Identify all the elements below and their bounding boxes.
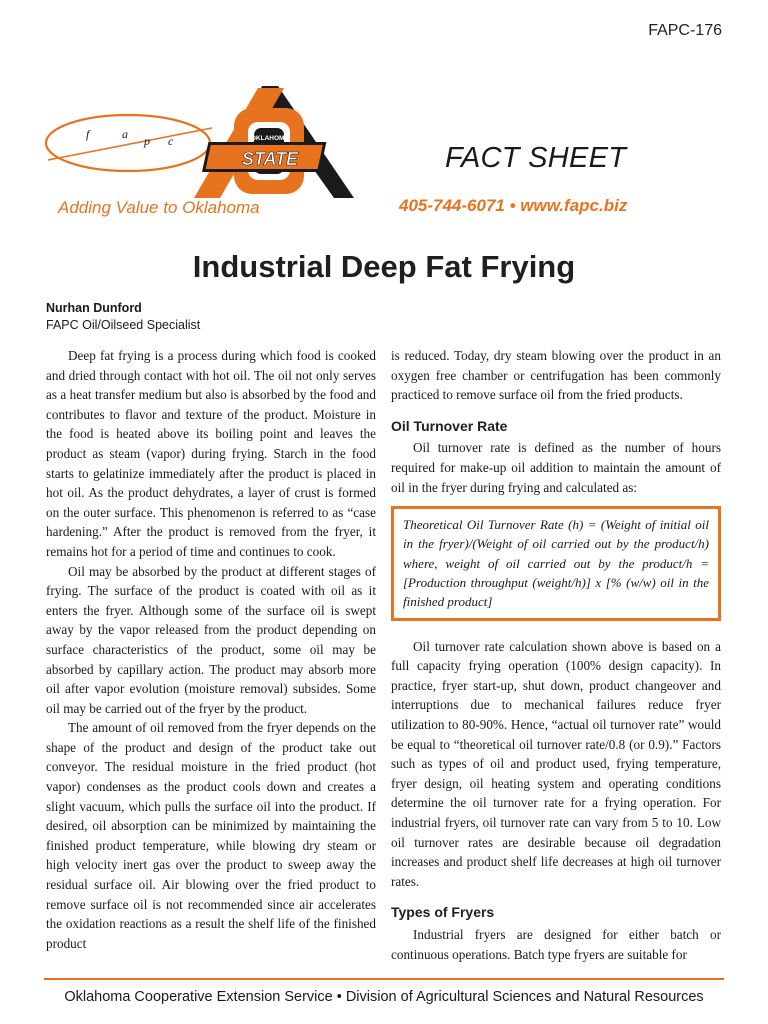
osu-state-text: STATE [241,149,299,169]
author-role: FAPC Oil/Oilseed Specialist [46,318,201,332]
author-name: Nurhan Dunford [46,301,142,315]
right-column [391,346,721,964]
paragraph: is reduced. Today, dry steam blowing over the product in an oxygen free chamber or centrifugation has been commonly practiced to remove surface oil from the fried products. [391,348,721,403]
osu-oklahoma-text: OKLAHOMA [250,135,290,142]
tagline: Adding Value to Oklahoma [58,198,260,217]
paragraph: Oil turnover rate calculation shown above is based on a full capacity frying operation (100% design capacity). In practice, fryer start-up, shut down, product changeover and interruptions due to mechanical failures reduce fryer utilization to 80-90%. Hence, “actual oil turnover rate” would be equal to “theoretical oil turnover rate/0.8 (or 0.9).” Factors such as types of oil and product used, frying temperature, fryer design, oil heating system and operating conditions determine the oil turnover rate for a frying operation. For industrial fryers, oil turnover rate can vary from 5 to 10. Low oil turnover rates are desirable because oil degradation increases and product shelf life decreases at high oil turnover rates. [391,638,721,889]
footer-text: Oklahoma Cooperative Extension Service • Division of Agricultural Sciences and Natural Resources [64,989,704,1005]
fapc-logo [46,115,212,171]
fapc-osu-logo [44,78,354,198]
paragraph: The amount of oil removed from the fryer depends on the shape of the product and design of the product take out conveyor. The residual moisture in the fried product (hot vapor) condenses as the product cools down and creates a slight vacuum, which pulls the surface oil into the product. If desired, oil absorption can be minimized by maintaining the finished product temperature, while blowing dry steam or high velocity inert gas over the product to sweep away the residual surface oil. Air blowing over the fried product to remove surface oil is not recommended since air accelerates the oxidation reactions as a result the shelf life of the finished product [46,720,376,951]
section-heading-types-of-fryers: Types of Fryers [391,904,495,921]
contact-info: 405-744-6071 • www.fapc.biz [399,196,628,215]
page-title: Industrial Deep Fat Frying [192,249,576,284]
footer-divider [44,978,724,980]
fapc-letter-f: f [86,127,90,141]
fapc-letter-a: a [122,127,128,141]
fapc-letter-c: c [168,134,174,148]
osu-logo [194,88,326,198]
left-column [46,346,376,953]
fact-sheet-title: FACT SHEET [445,142,627,174]
fapc-letter-p: p [144,134,150,148]
formula-box: Theoretical Oil Turnover Rate (h) = (Weight of initial oil in the fryer)/(Weight of oil carried out by the product/h) where, weight of oil carried out by the product/h = [Production throughput (weight/h)] x [% (w/w) oil in the finished product] [391,506,721,620]
paragraph: Oil turnover rate is defined as the number of hours required for make-up oil addition to maintain the amount of oil in the fryer during frying and calculated as: [391,440,721,495]
document-code: FAPC-176 [648,22,722,39]
paragraph: Deep fat frying is a process during which food is cooked and dried through contact with hot oil. The oil not only serves as a heat transfer medium but also is absorbed by the food and contributes to flavor and texture of the product. Moisture in the food is heated above its boiling point and leaves the product as steam (vapor) during frying. Starch in the food starts to gelatinize immediately after the product is placed in hot oil. As the product dehydrates, a layer of crust is formed on the outer surface. This phenomenon is referred to as “case hardening.” After the product is removed from the fryer, it remains hot for a period of time and continues to cook. [46,348,376,559]
paragraph: Industrial fryers are designed for either batch or continuous operations. Batch type fryers are suitable for [391,926,721,962]
paragraph: Oil may be absorbed by the product at different stages of frying. The surface of the product is coated with oil as it enters the fryer. Although some of the surface oil is swept away by the vapor released from the product depending on surface characteristics of the product, some oil may be absorbed by capillary action. The product may absorb more oil after vapor evolution (moisture removal) subsides. Some oil may be carried out of the fryer by the product. [46,563,376,716]
osu-university-text: UNIVERSITY [253,174,287,180]
section-heading-oil-turnover: Oil Turnover Rate [391,417,508,434]
